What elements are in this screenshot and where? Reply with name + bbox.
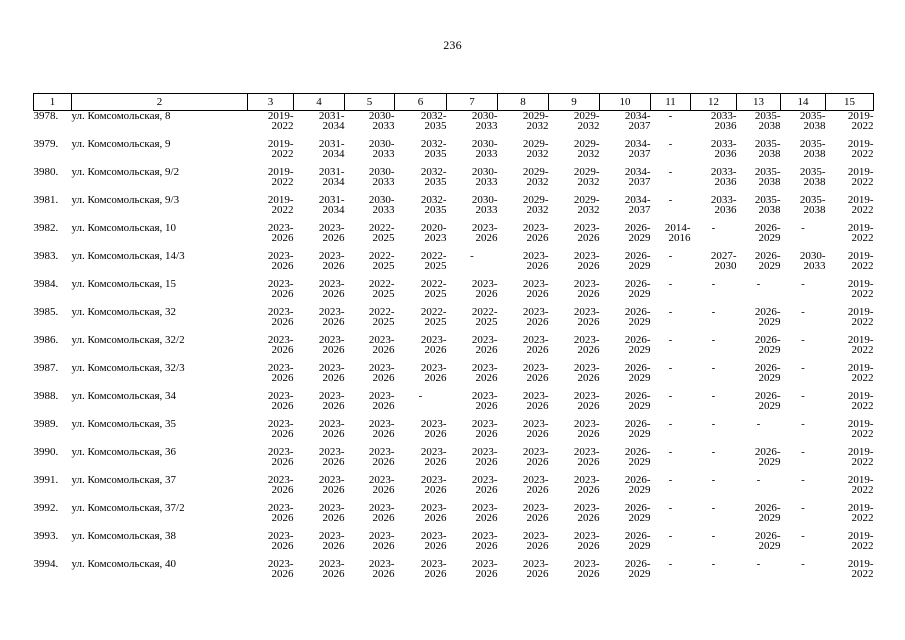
period-cell: 2023- 2026 xyxy=(420,530,447,552)
period-cell: 2019- 2022 xyxy=(847,418,874,440)
period-cell: 2023- 2026 xyxy=(573,502,600,524)
empty-period-cell: - xyxy=(668,306,673,318)
period-cell: 2019- 2022 xyxy=(847,390,874,412)
row-number-cell: 3978. xyxy=(33,110,59,122)
period-cell: 2019- 2022 xyxy=(847,138,874,160)
period-cell: 2026- 2029 xyxy=(624,278,651,300)
address-cell: ул. Комсомольская, 34 xyxy=(71,390,177,402)
period-cell: 2022- 2025 xyxy=(368,250,395,272)
period-cell: 2022- 2025 xyxy=(420,306,447,328)
period-cell: 2023- 2026 xyxy=(368,418,395,440)
period-cell: 2030- 2033 xyxy=(368,110,395,132)
period-cell: 2026- 2029 xyxy=(754,390,781,412)
period-cell: 2032- 2035 xyxy=(420,166,447,188)
row-number-cell: 3981. xyxy=(33,194,59,206)
period-cell: 2023- 2026 xyxy=(420,446,447,468)
column-header-8: 8 xyxy=(498,94,549,111)
period-cell: 2031- 2034 xyxy=(318,138,345,160)
period-cell: 2023- 2026 xyxy=(267,306,294,328)
address-cell: ул. Комсомольская, 9 xyxy=(71,138,171,150)
empty-period-cell: - xyxy=(801,530,805,542)
column-header-15: 15 xyxy=(826,94,874,111)
period-cell: 2023- 2026 xyxy=(471,558,498,580)
period-cell: 2023- 2026 xyxy=(471,418,498,440)
period-cell: 2030- 2033 xyxy=(471,110,498,132)
period-cell: 2023- 2026 xyxy=(318,418,345,440)
period-cell: 2029- 2032 xyxy=(522,110,549,132)
table-row xyxy=(34,475,874,503)
period-cell: 2023- 2026 xyxy=(522,306,549,328)
empty-period-cell: - xyxy=(668,278,673,290)
period-cell: 2023- 2026 xyxy=(420,418,447,440)
row-number-cell: 3991. xyxy=(33,474,59,486)
empty-period-cell: - xyxy=(711,418,716,430)
empty-period-cell: - xyxy=(711,390,716,402)
row-number-cell: 3994. xyxy=(33,558,59,570)
empty-period-cell: - xyxy=(801,334,805,346)
period-cell: 2019- 2022 xyxy=(847,250,874,272)
row-number-cell: 3987. xyxy=(33,362,59,374)
empty-period-cell: - xyxy=(668,474,673,486)
period-cell: 2023- 2026 xyxy=(522,502,549,524)
period-cell: 2026- 2029 xyxy=(754,334,781,356)
period-cell: 2023- 2026 xyxy=(318,390,345,412)
period-cell: 2034- 2037 xyxy=(624,194,651,216)
empty-period-cell: - xyxy=(711,446,716,458)
period-cell: 2023- 2026 xyxy=(318,446,345,468)
table-row xyxy=(34,335,874,363)
period-cell: 2035- 2038 xyxy=(799,194,826,216)
period-cell: 2023- 2026 xyxy=(471,390,498,412)
period-cell: 2014- 2016 xyxy=(664,222,691,244)
period-cell: 2026- 2029 xyxy=(754,362,781,384)
period-cell: 2026- 2029 xyxy=(624,474,651,496)
empty-period-cell: - xyxy=(711,530,716,542)
period-cell: 2023- 2026 xyxy=(420,558,447,580)
period-cell: 2035- 2038 xyxy=(754,138,781,160)
period-cell: 2035- 2038 xyxy=(799,166,826,188)
period-cell: 2023- 2026 xyxy=(573,390,600,412)
period-cell: 2022- 2025 xyxy=(368,306,395,328)
period-cell: 2023- 2026 xyxy=(573,474,600,496)
period-cell: 2034- 2037 xyxy=(624,166,651,188)
period-cell: 2023- 2026 xyxy=(522,390,549,412)
row-number-cell: 3983. xyxy=(33,250,59,262)
period-cell: 2023- 2026 xyxy=(573,334,600,356)
address-cell: ул. Комсомольская, 36 xyxy=(71,446,177,458)
row-number-cell: 3986. xyxy=(33,334,59,346)
empty-period-cell: - xyxy=(470,250,474,262)
period-cell: 2023- 2026 xyxy=(573,278,600,300)
period-cell: 2026- 2029 xyxy=(754,250,781,272)
empty-period-cell: - xyxy=(668,502,673,514)
period-cell: 2022- 2025 xyxy=(420,278,447,300)
period-cell: 2023- 2026 xyxy=(573,362,600,384)
period-cell: 2023- 2026 xyxy=(318,474,345,496)
period-cell: 2022- 2025 xyxy=(368,278,395,300)
period-cell: 2023- 2026 xyxy=(522,278,549,300)
address-cell: ул. Комсомольская, 38 xyxy=(71,530,177,542)
period-cell: 2020- 2023 xyxy=(420,222,447,244)
empty-period-cell: - xyxy=(711,474,716,486)
period-cell: 2031- 2034 xyxy=(318,166,345,188)
period-cell: 2027- 2030 xyxy=(710,250,737,272)
period-cell: 2023- 2026 xyxy=(471,474,498,496)
table-row xyxy=(34,531,874,559)
schedule-table xyxy=(33,93,874,587)
period-cell: 2029- 2032 xyxy=(573,194,600,216)
period-cell: 2030- 2033 xyxy=(471,138,498,160)
address-cell: ул. Комсомольская, 32/2 xyxy=(71,334,185,346)
period-cell: 2019- 2022 xyxy=(267,110,294,132)
empty-period-cell: - xyxy=(756,558,761,570)
empty-period-cell: - xyxy=(801,558,805,570)
row-number-cell: 3979. xyxy=(33,138,59,150)
row-number-cell: 3988. xyxy=(33,390,59,402)
empty-period-cell: - xyxy=(801,222,805,234)
column-header-12: 12 xyxy=(691,94,737,111)
period-cell: 2023- 2026 xyxy=(471,530,498,552)
period-cell: 2023- 2026 xyxy=(318,250,345,272)
row-number-cell: 3984. xyxy=(33,278,59,290)
period-cell: 2023- 2026 xyxy=(522,418,549,440)
column-header-5: 5 xyxy=(345,94,395,111)
period-cell: 2022- 2025 xyxy=(368,222,395,244)
period-cell: 2023- 2026 xyxy=(318,530,345,552)
period-cell: 2023- 2026 xyxy=(267,362,294,384)
table-row xyxy=(34,223,874,251)
table-row xyxy=(34,251,874,279)
row-number-cell: 3985. xyxy=(33,306,59,318)
address-cell: ул. Комсомольская, 8 xyxy=(71,110,171,122)
period-cell: 2023- 2026 xyxy=(573,418,600,440)
empty-period-cell: - xyxy=(711,306,716,318)
empty-period-cell: - xyxy=(711,334,716,346)
empty-period-cell: - xyxy=(668,250,673,262)
period-cell: 2026- 2029 xyxy=(624,418,651,440)
column-header-14: 14 xyxy=(781,94,826,111)
period-cell: 2030- 2033 xyxy=(799,250,826,272)
period-cell: 2023- 2026 xyxy=(267,558,294,580)
period-cell: 2019- 2022 xyxy=(847,530,874,552)
column-header-4: 4 xyxy=(294,94,345,111)
column-header-2: 2 xyxy=(72,94,248,111)
empty-period-cell: - xyxy=(801,278,805,290)
period-cell: 2023- 2026 xyxy=(471,222,498,244)
empty-period-cell: - xyxy=(711,502,716,514)
period-cell: 2019- 2022 xyxy=(847,306,874,328)
address-cell: ул. Комсомольская, 9/2 xyxy=(71,166,180,178)
period-cell: 2033- 2036 xyxy=(710,110,737,132)
period-cell: 2023- 2026 xyxy=(368,362,395,384)
period-cell: 2023- 2026 xyxy=(573,446,600,468)
period-cell: 2019- 2022 xyxy=(847,278,874,300)
table-row xyxy=(34,391,874,419)
period-cell: 2031- 2034 xyxy=(318,194,345,216)
empty-period-cell: - xyxy=(668,558,673,570)
table-row xyxy=(34,139,874,167)
empty-period-cell: - xyxy=(801,418,805,430)
period-cell: 2023- 2026 xyxy=(471,362,498,384)
empty-period-cell: - xyxy=(756,418,761,430)
period-cell: 2030- 2033 xyxy=(471,194,498,216)
address-cell: ул. Комсомольская, 37 xyxy=(71,474,177,486)
period-cell: 2023- 2026 xyxy=(318,558,345,580)
period-cell: 2023- 2026 xyxy=(522,474,549,496)
row-number-cell: 3989. xyxy=(33,418,59,430)
table-row xyxy=(34,111,874,140)
period-cell: 2019- 2022 xyxy=(847,362,874,384)
empty-period-cell: - xyxy=(668,334,673,346)
period-cell: 2023- 2026 xyxy=(318,334,345,356)
period-cell: 2026- 2029 xyxy=(754,446,781,468)
period-cell: 2023- 2026 xyxy=(522,222,549,244)
period-cell: 2019- 2022 xyxy=(847,558,874,580)
period-cell: 2019- 2022 xyxy=(267,166,294,188)
period-cell: 2029- 2032 xyxy=(573,110,600,132)
table-body xyxy=(34,111,874,588)
period-cell: 2026- 2029 xyxy=(624,502,651,524)
period-cell: 2023- 2026 xyxy=(471,446,498,468)
address-cell: ул. Комсомольская, 32 xyxy=(71,306,177,318)
period-cell: 2035- 2038 xyxy=(754,110,781,132)
row-number-cell: 3990. xyxy=(33,446,59,458)
period-cell: 2029- 2032 xyxy=(522,194,549,216)
row-number-cell: 3980. xyxy=(33,166,59,178)
period-cell: 2019- 2022 xyxy=(847,166,874,188)
empty-period-cell: - xyxy=(711,222,716,234)
table-row xyxy=(34,447,874,475)
period-cell: 2019- 2022 xyxy=(847,446,874,468)
period-cell: 2026- 2029 xyxy=(624,334,651,356)
empty-period-cell: - xyxy=(668,166,673,178)
table-row xyxy=(34,195,874,223)
period-cell: 2023- 2026 xyxy=(573,222,600,244)
period-cell: 2019- 2022 xyxy=(847,502,874,524)
period-cell: 2023- 2026 xyxy=(573,558,600,580)
period-cell: 2023- 2026 xyxy=(267,502,294,524)
empty-period-cell: - xyxy=(668,390,673,402)
address-cell: ул. Комсомольская, 9/3 xyxy=(71,194,180,206)
empty-period-cell: - xyxy=(801,502,805,514)
period-cell: 2033- 2036 xyxy=(710,166,737,188)
period-cell: 2029- 2032 xyxy=(573,138,600,160)
period-cell: 2023- 2026 xyxy=(267,530,294,552)
period-cell: 2030- 2033 xyxy=(368,138,395,160)
empty-period-cell: - xyxy=(668,194,673,206)
period-cell: 2019- 2022 xyxy=(847,110,874,132)
period-cell: 2023- 2026 xyxy=(267,222,294,244)
page-number: 236 xyxy=(443,38,462,52)
column-header-10: 10 xyxy=(600,94,651,111)
period-cell: 2019- 2022 xyxy=(847,222,874,244)
address-cell: ул. Комсомольская, 37/2 xyxy=(71,502,185,514)
period-cell: 2034- 2037 xyxy=(624,138,651,160)
period-cell: 2023- 2026 xyxy=(267,250,294,272)
period-cell: 2026- 2029 xyxy=(624,530,651,552)
empty-period-cell: - xyxy=(668,418,673,430)
period-cell: 2023- 2026 xyxy=(420,362,447,384)
address-cell: ул. Комсомольская, 40 xyxy=(71,558,177,570)
period-cell: 2026- 2029 xyxy=(624,362,651,384)
period-cell: 2023- 2026 xyxy=(573,250,600,272)
period-cell: 2034- 2037 xyxy=(624,110,651,132)
period-cell: 2023- 2026 xyxy=(522,250,549,272)
period-cell: 2019- 2022 xyxy=(847,334,874,356)
period-cell: 2023- 2026 xyxy=(368,446,395,468)
period-cell: 2029- 2032 xyxy=(522,166,549,188)
period-cell: 2019- 2022 xyxy=(267,138,294,160)
table-row xyxy=(34,419,874,447)
empty-period-cell: - xyxy=(801,474,805,486)
row-number-cell: 3993. xyxy=(33,530,59,542)
period-cell: 2019- 2022 xyxy=(847,474,874,496)
period-cell: 2026- 2029 xyxy=(624,250,651,272)
period-cell: 2033- 2036 xyxy=(710,138,737,160)
row-number-cell: 3982. xyxy=(33,222,59,234)
empty-period-cell: - xyxy=(801,306,805,318)
period-cell: 2023- 2026 xyxy=(522,362,549,384)
column-header-3: 3 xyxy=(248,94,294,111)
empty-period-cell: - xyxy=(756,278,761,290)
empty-period-cell: - xyxy=(711,558,716,570)
period-cell: 2035- 2038 xyxy=(799,138,826,160)
empty-period-cell: - xyxy=(668,362,673,374)
column-header-1: 1 xyxy=(34,94,72,111)
table-row xyxy=(34,167,874,195)
empty-period-cell: - xyxy=(756,474,761,486)
period-cell: 2029- 2032 xyxy=(522,138,549,160)
period-cell: 2035- 2038 xyxy=(754,194,781,216)
period-cell: 2023- 2026 xyxy=(522,530,549,552)
period-cell: 2023- 2026 xyxy=(267,390,294,412)
period-cell: 2023- 2026 xyxy=(267,334,294,356)
period-cell: 2035- 2038 xyxy=(754,166,781,188)
period-cell: 2030- 2033 xyxy=(368,166,395,188)
period-cell: 2029- 2032 xyxy=(573,166,600,188)
period-cell: 2023- 2026 xyxy=(318,362,345,384)
empty-period-cell: - xyxy=(418,390,423,402)
period-cell: 2019- 2022 xyxy=(267,194,294,216)
period-cell: 2032- 2035 xyxy=(420,138,447,160)
period-cell: 2023- 2026 xyxy=(368,530,395,552)
period-cell: 2023- 2026 xyxy=(368,334,395,356)
period-cell: 2023- 2026 xyxy=(368,474,395,496)
empty-period-cell: - xyxy=(668,110,673,122)
period-cell: 2023- 2026 xyxy=(368,390,395,412)
period-cell: 2026- 2029 xyxy=(754,530,781,552)
period-cell: 2033- 2036 xyxy=(710,194,737,216)
period-cell: 2022- 2025 xyxy=(420,250,447,272)
row-number-cell: 3992. xyxy=(33,502,59,514)
period-cell: 2023- 2026 xyxy=(420,474,447,496)
empty-period-cell: - xyxy=(668,446,673,458)
period-cell: 2023- 2026 xyxy=(318,278,345,300)
empty-period-cell: - xyxy=(668,530,673,542)
period-cell: 2023- 2026 xyxy=(368,558,395,580)
period-cell: 2023- 2026 xyxy=(368,502,395,524)
address-cell: ул. Комсомольская, 10 xyxy=(71,222,177,234)
column-header-6: 6 xyxy=(395,94,447,111)
period-cell: 2026- 2029 xyxy=(754,306,781,328)
period-cell: 2030- 2033 xyxy=(471,166,498,188)
period-cell: 2032- 2035 xyxy=(420,110,447,132)
column-header-9: 9 xyxy=(549,94,600,111)
period-cell: 2026- 2029 xyxy=(624,390,651,412)
period-cell: 2030- 2033 xyxy=(368,194,395,216)
period-cell: 2023- 2026 xyxy=(318,502,345,524)
period-cell: 2026- 2029 xyxy=(754,502,781,524)
period-cell: 2026- 2029 xyxy=(624,446,651,468)
period-cell: 2023- 2026 xyxy=(471,334,498,356)
period-cell: 2023- 2026 xyxy=(420,502,447,524)
period-cell: 2022- 2025 xyxy=(471,306,498,328)
period-cell: 2023- 2026 xyxy=(267,278,294,300)
table-header-row xyxy=(34,94,874,111)
address-cell: ул. Комсомольская, 15 xyxy=(71,278,177,290)
table-row xyxy=(34,307,874,335)
table-row xyxy=(34,559,874,587)
period-cell: 2032- 2035 xyxy=(420,194,447,216)
period-cell: 2023- 2026 xyxy=(522,558,549,580)
empty-period-cell: - xyxy=(668,138,673,150)
period-cell: 2026- 2029 xyxy=(624,306,651,328)
period-cell: 2023- 2026 xyxy=(267,446,294,468)
table-row xyxy=(34,363,874,391)
table-row xyxy=(34,279,874,307)
period-cell: 2026- 2029 xyxy=(624,558,651,580)
period-cell: 2023- 2026 xyxy=(318,222,345,244)
empty-period-cell: - xyxy=(801,446,805,458)
column-header-7: 7 xyxy=(447,94,498,111)
period-cell: 2023- 2026 xyxy=(522,334,549,356)
column-header-11: 11 xyxy=(651,94,691,111)
address-cell: ул. Комсомольская, 35 xyxy=(71,418,177,430)
empty-period-cell: - xyxy=(711,362,716,374)
period-cell: 2023- 2026 xyxy=(573,306,600,328)
period-cell: 2023- 2026 xyxy=(522,446,549,468)
period-cell: 2023- 2026 xyxy=(573,530,600,552)
period-cell: 2023- 2026 xyxy=(471,502,498,524)
period-cell: 2023- 2026 xyxy=(471,278,498,300)
period-cell: 2023- 2026 xyxy=(267,474,294,496)
period-cell: 2026- 2029 xyxy=(754,222,781,244)
period-cell: 2026- 2029 xyxy=(624,222,651,244)
address-cell: ул. Комсомольская, 14/3 xyxy=(71,250,185,262)
empty-period-cell: - xyxy=(801,390,805,402)
period-cell: 2031- 2034 xyxy=(318,110,345,132)
period-cell: 2019- 2022 xyxy=(847,194,874,216)
period-cell: 2023- 2026 xyxy=(318,306,345,328)
empty-period-cell: - xyxy=(801,362,805,374)
period-cell: 2023- 2026 xyxy=(267,418,294,440)
empty-period-cell: - xyxy=(711,278,716,290)
period-cell: 2035- 2038 xyxy=(799,110,826,132)
address-cell: ул. Комсомольская, 32/3 xyxy=(71,362,185,374)
table-row xyxy=(34,503,874,531)
column-header-13: 13 xyxy=(737,94,781,111)
period-cell: 2023- 2026 xyxy=(420,334,447,356)
